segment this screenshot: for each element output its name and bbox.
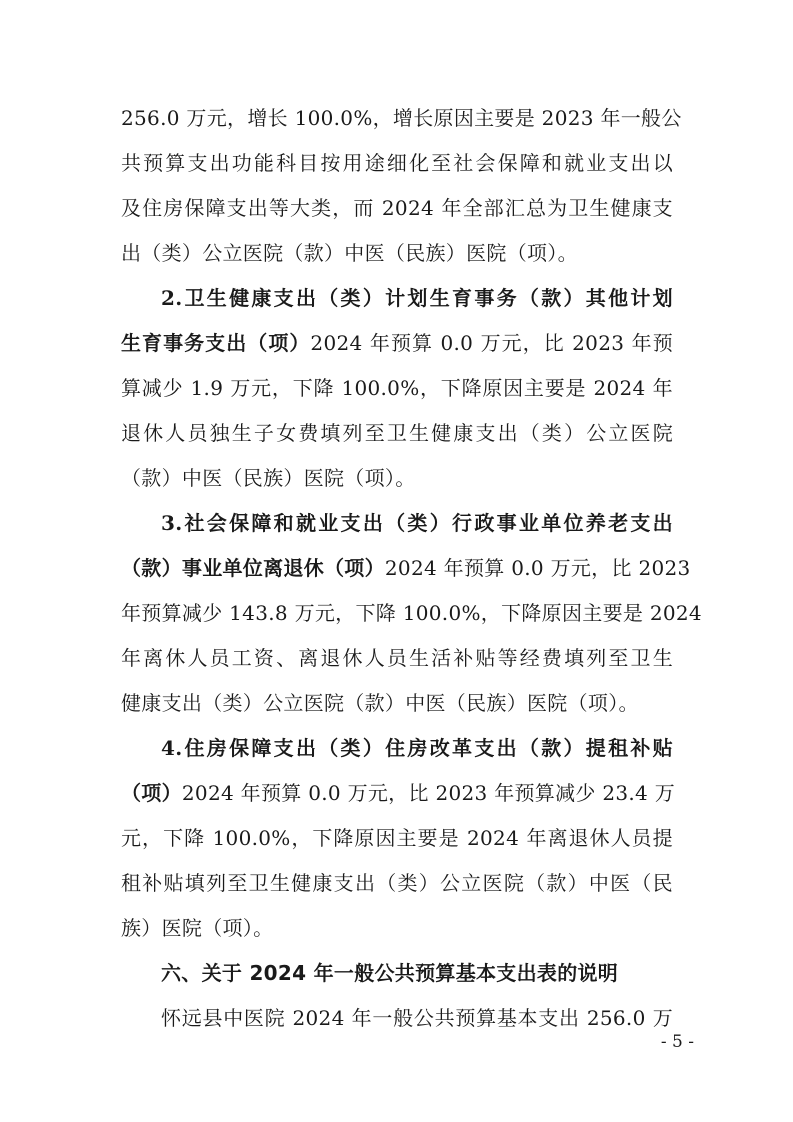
item-4-heading-cont: （项） [121,781,182,805]
item-4-heading: 4.住房保障支出（类）住房改革支出（款）提租补贴 [161,736,673,760]
item-3-heading-line [161,509,673,537]
body-line: 及住房保障支出等大类，而 2024 年全部汇总为卫生健康支 [121,196,673,220]
body-line: 算减少 1.9 万元，下降 100.0%，下降原因主要是 2024 年 [121,376,673,400]
item-2-heading-cont: 生育事务支出（项） [121,331,311,355]
body-line: 族）医院（项）。 [121,916,274,940]
section-6-heading: 六、关于 2024 年一般公共预算基本支出表的说明 [161,961,619,985]
item-2-heading: 2.卫生健康支出（类）计划生育事务（款）其他计划 [161,286,673,310]
item-2-text: 2024 年预算 0.0 万元，比 2023 年预 [310,331,674,355]
body-line: 年离休人员工资、离退休人员生活补贴等经费填列至卫生 [121,646,673,670]
body-line: 共预算支出功能科目按用途细化至社会保障和就业支出以 [121,151,673,175]
item-3-text: 2024 年预算 0.0 万元，比 2023 [384,556,691,580]
item-4-heading-line [161,734,673,762]
body-line: 怀远县中医院 2024 年一般公共预算基本支出 256.0 万 [161,1006,673,1030]
body-line: 元，下降 100.0%，下降原因主要是 2024 年离退休人员提 [121,826,673,850]
item-4-text: 2024 年预算 0.0 万元，比 2023 年预算减少 23.4 万 [181,781,676,805]
body-line: 年预算减少 143.8 万元，下降 100.0%，下降原因主要是 2024 [121,601,702,625]
body-line: 租补贴填列至卫生健康支出（类）公立医院（款）中医（民 [121,871,673,895]
item-3-heading-cont: （款）事业单位离退休（项） [121,556,385,580]
item-4-line [121,779,676,807]
body-line: 出（类）公立医院（款）中医（民族）医院（项）。 [121,241,578,265]
item-2-line [121,329,673,357]
page-number: - 5 - [660,1032,694,1052]
body-line: 健康支出（类）公立医院（款）中医（民族）医院（项）。 [121,691,639,715]
item-2-heading-line [161,284,673,312]
item-3-line [121,554,691,582]
item-3-heading: 3.社会保障和就业支出（类）行政事业单位养老支出 [161,511,673,535]
body-line: 退休人员独生子女费填列至卫生健康支出（类）公立医院 [121,421,673,445]
body-line: 256.0 万元，增长 100.0%，增长原因主要是 2023 年一般公 [121,106,682,130]
body-line: （款）中医（民族）医院（项）。 [121,466,416,490]
